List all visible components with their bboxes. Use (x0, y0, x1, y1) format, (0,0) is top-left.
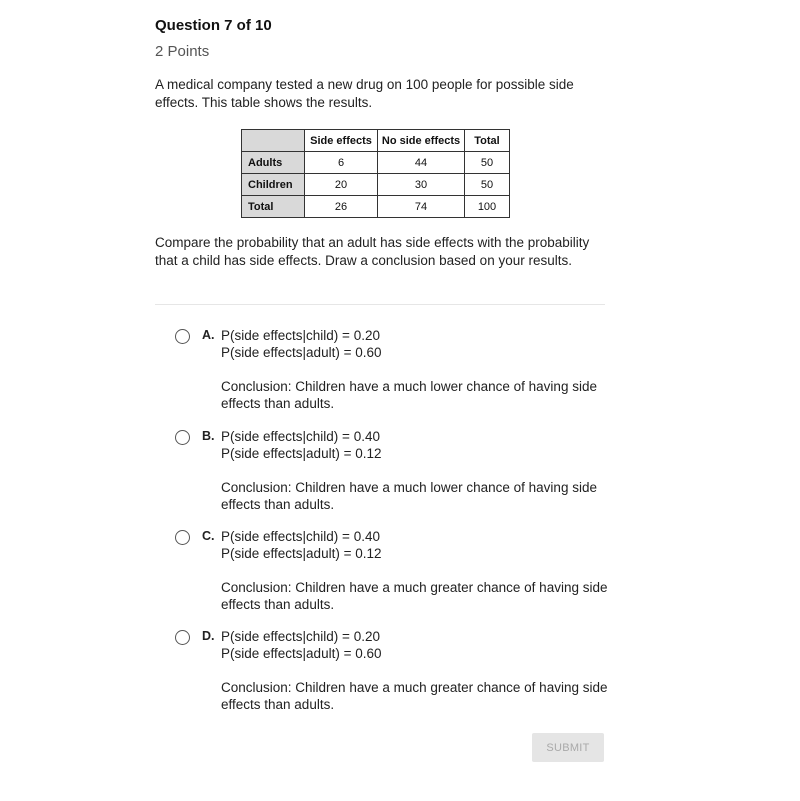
table-cell: 100 (465, 196, 510, 218)
row-label-adults: Adults (242, 152, 305, 174)
table-cell: 30 (378, 174, 465, 196)
table-corner-cell (242, 130, 305, 152)
option-conclusion: Conclusion: Children have a much lower chance of having side effects than adults. (221, 480, 597, 512)
question-prompt: A medical company tested a new drug on 100 people for possible side effects. This table shows the results. (155, 77, 574, 110)
radio-button-d[interactable] (175, 630, 190, 645)
option-text (221, 327, 611, 412)
table-cell: 50 (465, 174, 510, 196)
table-cell: 26 (305, 196, 378, 218)
option-letter: B. (202, 429, 215, 443)
divider (155, 304, 605, 305)
header-side-effects: Side effects (305, 130, 378, 152)
option-adult-probability: P(side effects|adult) = 0.12 (221, 546, 382, 561)
radio-button-c[interactable] (175, 530, 190, 545)
option-letter: A. (202, 328, 215, 342)
option-conclusion: Conclusion: Children have a much greater chance of having side effects than adults. (221, 680, 608, 712)
points-label: 2 Points (155, 43, 210, 60)
header-no-side-effects: No side effects (378, 130, 465, 152)
option-text (221, 528, 611, 613)
table-row (242, 152, 510, 174)
table-row (242, 196, 510, 218)
header-total: Total (465, 130, 510, 152)
option-letter: C. (202, 529, 215, 543)
row-label-total: Total (242, 196, 305, 218)
option-conclusion: Conclusion: Children have a much lower chance of having side effects than adults. (221, 379, 597, 411)
option-adult-probability: P(side effects|adult) = 0.12 (221, 446, 382, 461)
submit-button[interactable]: SUBMIT (532, 733, 604, 762)
question-number: Question 7 of 10 (155, 17, 272, 34)
table-header-row (242, 130, 510, 152)
radio-button-a[interactable] (175, 329, 190, 344)
question-instruction: Compare the probability that an adult has side effects with the probability that a child has side effects. Draw a conclusion based on your results. (155, 235, 590, 268)
table-cell: 20 (305, 174, 378, 196)
option-child-probability: P(side effects|child) = 0.20 (221, 629, 380, 644)
results-table (241, 129, 510, 218)
option-child-probability: P(side effects|child) = 0.20 (221, 328, 380, 343)
table-cell: 50 (465, 152, 510, 174)
table-row (242, 174, 510, 196)
table-cell: 74 (378, 196, 465, 218)
option-letter: D. (202, 629, 215, 643)
option-conclusion: Conclusion: Children have a much greater chance of having side effects than adults. (221, 580, 608, 612)
table-cell: 6 (305, 152, 378, 174)
option-text (221, 428, 611, 513)
row-label-children: Children (242, 174, 305, 196)
radio-button-b[interactable] (175, 430, 190, 445)
option-adult-probability: P(side effects|adult) = 0.60 (221, 646, 382, 661)
table-cell: 44 (378, 152, 465, 174)
option-child-probability: P(side effects|child) = 0.40 (221, 529, 380, 544)
option-text (221, 628, 611, 713)
option-adult-probability: P(side effects|adult) = 0.60 (221, 345, 382, 360)
option-child-probability: P(side effects|child) = 0.40 (221, 429, 380, 444)
